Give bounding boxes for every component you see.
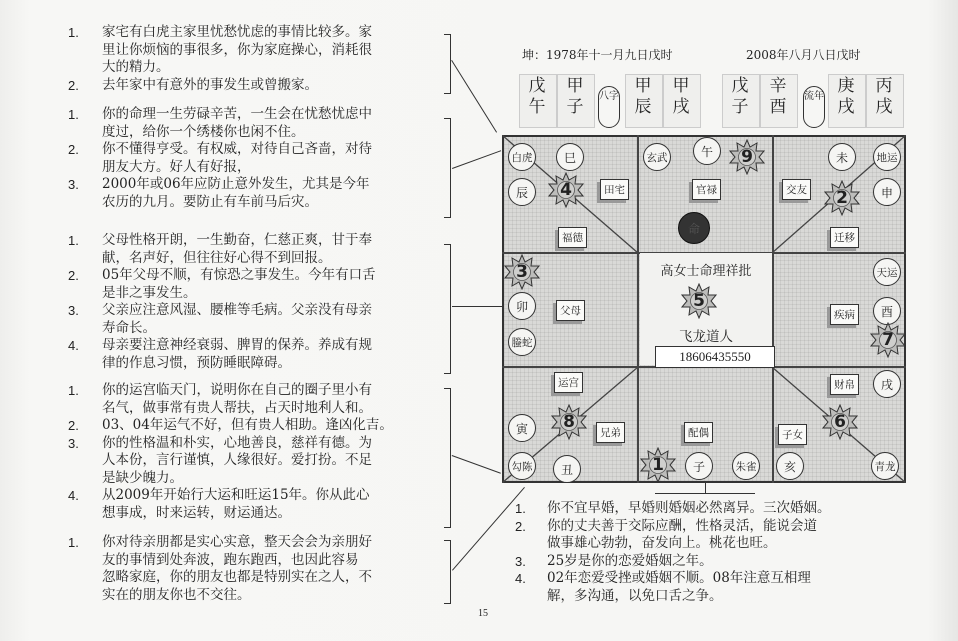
- circle-wei: 未: [828, 143, 856, 171]
- item-line: 友的事情到处奔波，跑东跑西，也因此容易: [102, 551, 359, 568]
- center-author: 飞龙道人: [679, 329, 733, 345]
- item-line: 律的作息习惯，预防睡眠障碍。: [102, 354, 291, 371]
- left-group-3: [50, 232, 450, 372]
- item-line: 2000年或06年应防止意外发生，尤其是今年: [102, 176, 370, 192]
- bottom-bracket: [655, 493, 755, 494]
- item-text: [102, 267, 450, 302]
- star-6: 6: [822, 404, 858, 440]
- palace-yungong: 运宫: [554, 372, 583, 393]
- item-line: 家宅有白虎主家里忧愁忧虑的事情比较多。家: [102, 24, 372, 40]
- item-number: 3.: [515, 553, 526, 569]
- list-item: [50, 487, 450, 522]
- item-number: 1.: [68, 383, 79, 398]
- birth-date-header: 坤：1978年十一月九日戊时: [522, 48, 673, 62]
- marriage-notes: [505, 500, 925, 605]
- palace-caibo: 财帛: [830, 374, 859, 395]
- palace-qianyi: 迁移: [830, 227, 859, 248]
- item-text: [102, 534, 450, 604]
- star-5: 5: [681, 283, 717, 319]
- item-line: 父亲应注意风湿、腰椎等毛病。父亲没有母亲: [102, 302, 372, 318]
- list-item: [50, 232, 450, 267]
- item-text: [102, 232, 450, 267]
- item-number: 2.: [515, 518, 526, 534]
- star-8: 8: [551, 404, 587, 440]
- item-text: [102, 77, 450, 95]
- ganzhi-6: 辛 酉: [769, 76, 787, 117]
- ganzhi-8: 丙 戌: [875, 76, 893, 117]
- palace-fude: 福德: [558, 227, 587, 248]
- palace-peiou: 配偶: [684, 422, 713, 443]
- item-line: 解，多沟通，以免口舌之争。: [547, 587, 723, 604]
- flow-date-header: 2008年八月八日戊时: [746, 48, 861, 62]
- item-line: 05年父母不顺，有惊恐之事发生。今年有口舌: [102, 267, 376, 283]
- list-item: [505, 570, 925, 605]
- bracket-3: [444, 244, 451, 374]
- item-line: 农历的九月。要防止有车前马后灾。: [102, 193, 318, 210]
- item-number: 3.: [68, 177, 79, 192]
- item-number: 3.: [68, 303, 79, 318]
- star-7: 7: [870, 322, 906, 358]
- item-number: 1.: [68, 233, 79, 248]
- list-item: [50, 176, 450, 211]
- circle-tengshe: 螣蛇: [508, 328, 536, 356]
- item-line: 想事成，时来运转，财运通达。: [102, 504, 291, 521]
- list-item: [50, 267, 450, 302]
- item-text: [547, 553, 925, 571]
- item-text: [547, 500, 925, 518]
- item-number: 4.: [68, 338, 79, 353]
- star-2: 2: [824, 180, 860, 216]
- item-line: 母亲要注意神经衰弱、脾胃的保养。养成有规: [102, 337, 372, 353]
- item-number: 3.: [68, 435, 79, 451]
- ganzhi-7: 庚 戌: [837, 76, 855, 117]
- item-line: 你对待亲朋都是实心实意，整天会会为亲朋好: [102, 534, 372, 550]
- connector-2: [452, 150, 501, 169]
- list-item: [505, 500, 925, 518]
- connector-4: [452, 455, 501, 474]
- list-item: [50, 106, 450, 141]
- item-line: 你的性格温和朴实，心地善良，慈祥有德。为: [102, 434, 372, 451]
- connector-3: [452, 306, 504, 307]
- bracket-1: [444, 34, 451, 94]
- item-text: [547, 570, 925, 605]
- item-text: [102, 417, 450, 435]
- connector-1: [451, 60, 497, 133]
- item-line: 里让你烦恼的事很多，你为家庭操心，消耗很: [102, 41, 372, 58]
- item-text: [102, 487, 450, 522]
- left-group-1: [50, 24, 450, 94]
- circle-tianyun: 天运: [873, 258, 901, 286]
- item-line: 名气，做事常有贵人帮扶，占天时地利人和。: [102, 399, 372, 416]
- bottom-connector: [705, 483, 706, 493]
- circle-you: 酉: [873, 297, 901, 325]
- circle-qinglong: 青龙: [871, 452, 899, 480]
- item-number: 1.: [68, 535, 79, 550]
- list-item: [50, 337, 450, 372]
- palace-jiaoyou: 交友: [782, 179, 811, 200]
- palace-zinv: 子女: [778, 424, 807, 445]
- palace-guanlu: 官禄: [692, 179, 721, 200]
- item-line: 大的精力。: [102, 59, 170, 75]
- list-item: [50, 435, 450, 488]
- item-line: 做事雄心勃勃，奋发向上。桃花也旺。: [547, 535, 777, 551]
- list-item: [50, 77, 450, 95]
- item-number: 2.: [68, 268, 79, 283]
- ganzhi-3: 甲 辰: [634, 76, 652, 117]
- list-item: [50, 141, 450, 176]
- palace-fumu: 父母: [556, 300, 585, 321]
- circle-yin: 寅: [508, 414, 536, 442]
- bracket-5: [444, 540, 451, 604]
- palace-jibing: 疾病: [830, 304, 859, 325]
- left-group-4: [50, 382, 450, 522]
- bracket-2: [444, 118, 451, 218]
- center-title: 高女士命理祥批: [660, 264, 752, 279]
- item-line: 你的运宫临天门，说明你在自己的圈子里小有: [102, 382, 372, 398]
- item-line: 人本份，言行谨慎，人缘很好。爱打扮。不足: [102, 452, 372, 468]
- item-number: 4.: [68, 488, 79, 503]
- list-item: [505, 518, 925, 553]
- item-line: 朋友大方。好人有好报，: [102, 158, 251, 175]
- star-9: 9: [729, 139, 765, 175]
- left-group-2: [50, 106, 450, 211]
- item-text: [102, 382, 450, 417]
- item-number: 1.: [68, 25, 79, 40]
- circle-xuanwu: 玄武: [643, 143, 671, 171]
- palace-tianzhai: 田宅: [600, 179, 629, 200]
- star-3: 3: [504, 254, 540, 290]
- item-line: 你的命理一生劳碌辛苦，一生会在忧愁忧虑中: [102, 106, 372, 122]
- circle-zhuque: 朱雀: [732, 452, 760, 480]
- item-line: 你不懂得亨受。有权威，对待自己吝啬，对待: [102, 141, 372, 157]
- item-text: [102, 337, 450, 372]
- list-item: [50, 417, 450, 435]
- item-line: 你不宜早婚，早婚则婚姻必然离异。三次婚姻。: [547, 500, 831, 516]
- item-text: [102, 106, 450, 141]
- list-item: [50, 302, 450, 337]
- star-1: 1: [640, 447, 676, 483]
- star-4: 4: [548, 172, 584, 208]
- ganzhi-2: 甲 子: [566, 76, 584, 117]
- item-line: 02年恋爱受挫或婚姻不顺。08年注意互相理: [547, 570, 811, 586]
- item-number: 2.: [68, 418, 79, 433]
- item-line: 是缺少魄力。: [102, 469, 183, 486]
- bracket-4: [444, 388, 451, 528]
- list-item: [50, 382, 450, 417]
- bazi-badge: 八字: [598, 86, 620, 128]
- item-text: [102, 141, 450, 176]
- circle-chen: 辰: [508, 178, 536, 206]
- circle-wu: 午: [693, 137, 721, 165]
- circle-chou: 丑: [553, 455, 581, 483]
- item-line: 25岁是你的恋爱婚姻之年。: [547, 552, 713, 569]
- circle-zi: 子: [685, 452, 713, 480]
- item-text: [102, 24, 450, 77]
- circle-hai: 亥: [776, 452, 804, 480]
- left-group-5: [50, 534, 450, 604]
- circle-shen: 申: [873, 178, 901, 206]
- item-line: 去年家中有意外的事发生或曾搬家。: [102, 76, 318, 93]
- list-item: [50, 534, 450, 604]
- circle-mao: 卯: [508, 292, 536, 320]
- page-number: 15: [478, 608, 488, 619]
- liunian-badge: 流年: [803, 86, 825, 128]
- item-line: 父母性格开朗，一生勤奋，仁慈正爽，甘于奉: [102, 232, 372, 248]
- item-line: 忽略家庭，你的朋友也都是特别实在之人，不: [102, 569, 372, 585]
- item-line: 实在的朋友你也不交往。: [102, 586, 251, 603]
- item-line: 03、04年运气不好，但有贵人相助。逢凶化吉。: [102, 417, 393, 433]
- item-text: [102, 435, 450, 488]
- item-line: 从2009年开始行大运和旺运15年。你从此心: [102, 487, 370, 503]
- circle-diyun: 地运: [873, 143, 901, 171]
- list-item: [505, 553, 925, 571]
- circle-si: 巳: [556, 143, 584, 171]
- item-line: 你的丈夫善于交际应酬，性格灵活，能说会道: [547, 517, 817, 534]
- ganzhi-4: 甲 戌: [672, 76, 690, 117]
- item-text: [102, 176, 450, 211]
- item-line: 寿命长。: [102, 319, 156, 336]
- item-line: 度过，给你一个绣楼你也闲不住。: [102, 123, 305, 140]
- item-number: 1.: [515, 501, 526, 516]
- list-item: [50, 24, 450, 77]
- ganzhi-1: 戊 午: [528, 76, 546, 117]
- item-number: 2.: [68, 77, 79, 93]
- item-number: 1.: [68, 107, 79, 122]
- item-line: 献，名声好，但往往好心得不到回报。: [102, 249, 332, 266]
- item-text: [547, 518, 925, 553]
- ming-dark-circle: 命: [678, 212, 710, 244]
- circle-baihu: 白虎: [508, 143, 536, 171]
- item-number: 4.: [515, 571, 526, 586]
- item-line: 是非之事发生。: [102, 284, 197, 301]
- item-number: 2.: [68, 142, 79, 157]
- phone-number: 18606435550: [655, 346, 775, 368]
- item-text: [102, 302, 450, 337]
- circle-gouchen: 勾陈: [508, 452, 536, 480]
- ganzhi-5: 戊 子: [731, 76, 749, 117]
- palace-xiongdi: 兄弟: [596, 422, 625, 443]
- circle-xu: 戌: [873, 370, 901, 398]
